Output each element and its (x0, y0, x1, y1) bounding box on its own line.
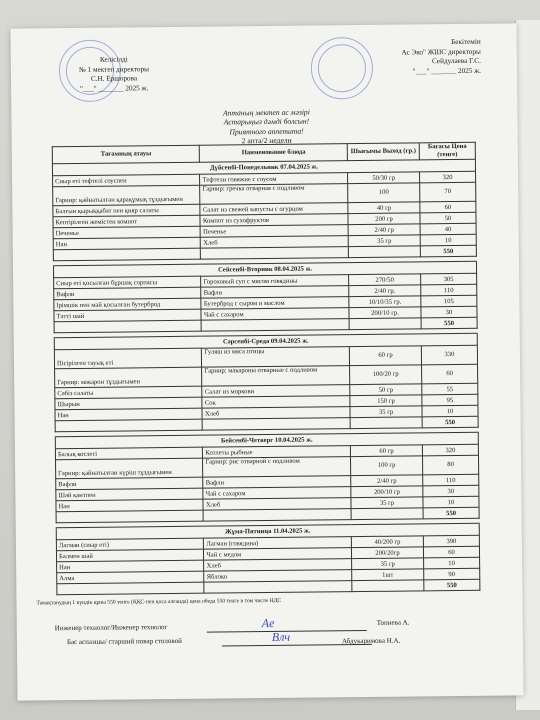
price-note: Тамақтанудың 1 күндік құны 550 тенге (ҚҚС-пен қоса алғанда) цена обеда 550 тенге в том числе НДС (36, 597, 282, 607)
day-total: 550 (421, 317, 477, 329)
dish-output: 35 гр (351, 497, 423, 509)
signature-name-technologist: Топиева А. (376, 618, 410, 627)
dish-price: 105 (421, 295, 477, 307)
col-header-kz: Тағамның атауы (52, 145, 200, 164)
dish-output: 100 (348, 183, 420, 203)
approval-right-line: Бекітемін (451, 37, 481, 47)
dish-name-kz: Сиыр еті тефтелі соуспен (53, 174, 201, 187)
dish-name-ru: Яблоко (204, 570, 352, 583)
dish-name-kz: Балмен шай (56, 549, 204, 562)
total-empty-cell (348, 246, 420, 258)
dish-price: 50 (420, 212, 476, 224)
dish-price: 10 (422, 405, 478, 417)
dish-price: 110 (421, 284, 477, 296)
dish-output: 1шт (352, 569, 424, 581)
dish-price: 90 (424, 568, 480, 580)
dish-price: 95 (422, 394, 478, 406)
dish-output: 10/10/35 гр. (349, 296, 421, 308)
dish-name-ru: Чай с сахаром (201, 308, 349, 321)
title-line: Аптаның мектеп ас мәзірі (222, 107, 310, 118)
total-empty-cell (352, 580, 424, 592)
day-total: 550 (420, 245, 476, 257)
signature-role-technologist: Инженер технолог/Инженер технолог (54, 623, 168, 633)
dish-name-ru: Хлеб (201, 236, 349, 249)
menu-body (52, 159, 479, 594)
dish-name-kz: Нан (56, 499, 204, 512)
dish-name-ru: Вафли (201, 286, 349, 299)
dish-output: 50 гр (350, 384, 422, 396)
dish-name-ru: Бутерброд с сыром и маслом (201, 297, 349, 310)
dish-output: 35 гр (350, 406, 422, 418)
dish-name-ru: Гарнир: макароны отварные с подливом (202, 366, 350, 387)
dish-name-kz: Тәтті шай (54, 309, 202, 322)
dish-name-kz: Гарнир: қайнатылған қарақұмық тұздығымен (53, 185, 201, 206)
dish-name-kz: Кептірілген жемістен компот (53, 215, 201, 228)
day-title: Дүйсенбі-Понедельник 07.04.2025 ж. (52, 159, 475, 175)
signature-name-chef: Абдукаримова Н.А. (341, 636, 401, 646)
dish-name-ru: Компот из сухофруктов (200, 214, 348, 227)
total-empty-cell (57, 582, 205, 595)
dish-name-ru: Гороховый суп с мясом говядины (201, 275, 349, 288)
dish-name-ru: Хлеб (203, 498, 351, 511)
dish-price: 80 (422, 455, 478, 475)
menu-table (52, 142, 481, 595)
handwritten-signature: Bлч (271, 629, 291, 644)
dish-name-kz: Шәй қантпен (56, 488, 204, 501)
dish-name-kz: Гарнир: қайнатылған күріш тұздығымен (56, 458, 204, 479)
dish-name-ru: Сок (202, 396, 350, 409)
col-header-output: Шығымы Выход (гр.) (347, 143, 419, 161)
day-total: 550 (423, 507, 479, 519)
dish-name-kz: Печенье (53, 226, 201, 239)
dish-name-ru: Котлеты рыбные (203, 446, 351, 459)
dish-output: 100/20 гр (350, 365, 422, 385)
dish-name-ru: Салат из свежей капусты с огурцом (200, 203, 348, 216)
dish-name-ru: Гуляш из мяса птицы (202, 347, 350, 368)
signature-role-chef: Бас аспазшы/ старший повар столовой (66, 636, 182, 647)
dish-output: 2/40 гр (351, 475, 423, 487)
title-line: Астарыңыз дәмді болсын! (223, 116, 310, 127)
approval-right-line: Ас Эко" ЖШС директоры (401, 47, 481, 57)
dish-price: 110 (423, 474, 479, 486)
dish-output: 50/30 гр (348, 172, 420, 184)
dish-name-kz: Балық котлеті (55, 447, 203, 460)
dish-price: 390 (423, 535, 479, 547)
dish-price: 30 (421, 306, 477, 318)
total-empty-cell (349, 318, 421, 330)
dish-price: 70 (420, 182, 476, 202)
day-title: Бейсенбі-Четверг 10.04.2025 ж. (55, 432, 478, 448)
dish-price: 10 (420, 234, 476, 246)
dish-output: 35 гр (352, 558, 424, 570)
dish-name-ru: Тефтели говяжие с соусом (200, 173, 348, 186)
dish-name-ru: Салат из моркови (202, 385, 350, 398)
title-line: Приятного аппетита! (229, 126, 304, 137)
dish-price: 60 (420, 201, 476, 213)
dish-output: 35 гр (348, 235, 420, 247)
dish-name-ru: Печенье (201, 225, 349, 238)
dish-name-ru: Лагман (говядина) (204, 537, 352, 550)
dish-name-ru: Чай с медом (204, 548, 352, 561)
dish-price: 40 (420, 223, 476, 235)
dish-price: 320 (419, 171, 475, 183)
dish-output: 2/40 гр (348, 224, 420, 236)
dish-name-kz: Лагман (сиыр еті) (56, 538, 204, 551)
approval-right-line: Сейдулаева Г.С. (431, 56, 481, 66)
dish-price: 30 (423, 485, 479, 497)
dish-output: 100 гр (351, 456, 423, 476)
day-title: Сейсенбі-Вторник 08.04.2025 ж. (53, 261, 476, 277)
dish-price: 320 (422, 444, 478, 456)
approval-right-line: "___" _______ 2025 ж. (412, 66, 481, 75)
dish-name-ru: Гарнир: гречка отварная с подливом (200, 184, 348, 205)
dish-output: 200/20гр (352, 547, 424, 559)
dish-name-kz: Шырын (55, 397, 203, 410)
menu-document (10, 23, 523, 700)
dish-name-kz: Гарнир: макарон тұздығымен (55, 367, 203, 388)
dish-name-kz: Пісірілген тауық еті (54, 348, 202, 369)
dish-output: 270/50 (349, 274, 421, 286)
approval-left-line: Келісілді (99, 55, 128, 64)
col-header-ru: Наименование блюда (200, 144, 348, 163)
dish-name-ru: Хлеб (204, 559, 352, 572)
dish-price: 330 (421, 345, 477, 365)
dish-price: 60 (421, 364, 477, 384)
total-empty-cell (350, 417, 422, 429)
dish-name-kz: Вафли (54, 287, 202, 300)
dish-name-ru: Гарнир: рис отварной с подливом (203, 457, 351, 478)
dish-output: 40/200 гр (352, 536, 424, 548)
approval-left-line: № 1 мектеп директоры (78, 64, 149, 74)
day-total: 550 (424, 579, 480, 591)
day-title: Жұма-Пятница 11.04.2025 ж. (56, 523, 479, 539)
dish-output: 40 гр (348, 202, 420, 214)
total-empty-cell (351, 508, 423, 520)
dish-name-ru: Хлеб (202, 407, 350, 420)
dish-output: 2/40 гр. (349, 285, 421, 297)
dish-name-kz: Ірімшік пен май қосылған бутерброд (54, 298, 202, 311)
dish-name-kz: Сәбіз салаты (55, 386, 203, 399)
dish-price: 10 (424, 557, 480, 569)
handwritten-signature: Ae (261, 615, 275, 631)
total-empty-cell (204, 581, 352, 594)
dish-price: 305 (421, 273, 477, 285)
dish-name-kz: Вафли (56, 477, 204, 490)
dish-name-kz: Алма (57, 571, 205, 584)
dish-name-kz: Нан (57, 560, 205, 573)
approval-left (49, 55, 179, 94)
dish-output: 60 гр (351, 445, 423, 457)
dish-price: 55 (422, 383, 478, 395)
col-header-price: Бағасы Цена (тенге) (419, 142, 475, 160)
dish-name-ru: Чай с сахаром (203, 487, 351, 500)
day-total: 550 (422, 416, 478, 428)
dish-price: 10 (423, 496, 479, 508)
dish-name-kz: Балғын қырыққабат пен қияр салаты (53, 204, 201, 217)
dish-output: 200/10 гр. (349, 307, 421, 319)
approval-right (341, 38, 481, 77)
approval-left-line: "___" _______ 2025 ж. (79, 83, 149, 93)
dish-name-ru: Вафли (203, 476, 351, 489)
dish-output: 200/10 гр (351, 486, 423, 498)
dish-output: 200 гр (348, 213, 420, 225)
week-label: 2 апта/2 недели (241, 135, 292, 146)
menu-title (161, 107, 371, 147)
day-title: Сәрсенбі-Среда 09.04.2025 ж. (54, 333, 477, 349)
dish-name-kz: Сиыр еті қосылған бұршақ сорпасы (54, 276, 202, 289)
approval-left-line: С.Н. Ершорова (90, 74, 138, 83)
dish-name-kz: Нан (55, 408, 203, 421)
dish-name-kz: Нан (53, 237, 201, 250)
dish-price: 60 (423, 546, 479, 558)
dish-output: 150 гр (350, 395, 422, 407)
dish-output: 60 гр (350, 346, 422, 366)
